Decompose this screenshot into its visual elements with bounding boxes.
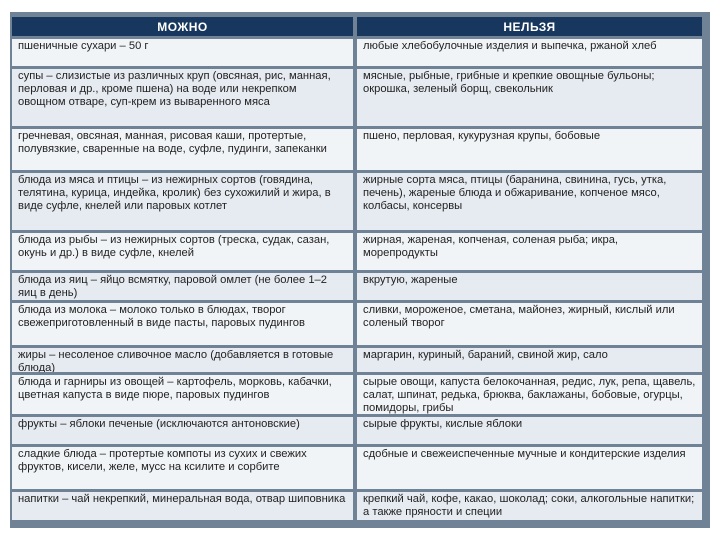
cell-forbidden-fish: жирная, жареная, копченая, соленая рыба; икра, морепродукты — [357, 233, 702, 270]
cell-forbidden-fats: маргарин, куриный, бараний, свиной жир, сало — [357, 348, 702, 372]
diet-table — [12, 17, 708, 524]
cell-forbidden-vegetables: сырые овощи, капуста белокочанная, редис, лук, репа, щавель, салат, шпинат, редька, брюква, баклажаны, бобовые, огурцы, помидоры, грибы — [357, 375, 702, 414]
header-allowed: МОЖНО — [12, 17, 353, 36]
cell-forbidden-meat: жирные сорта мяса, птицы (баранина, свинина, гусь, утка, печень), жареные блюда и обжаривание, копченое мясо, колбасы, консервы — [357, 173, 702, 230]
cell-allowed-sweets: сладкие блюда – протертые компоты из сухих и свежих фруктов, кисели, желе, мусс на ксилите и сорбите — [12, 447, 353, 489]
cell-allowed-drinks: напитки – чай некрепкий, минеральная вода, отвар шиповника — [12, 492, 353, 520]
cell-allowed-fats: жиры – несоленое сливочное масло (добавляется в готовые блюда) — [12, 348, 353, 372]
cell-allowed-meat: блюда из мяса и птицы – из нежирных сортов (говядина, телятина, курица, индейка, кролик) без сухожилий и жира, в виде суфле, кнелей или паровых котлет — [12, 173, 353, 230]
cell-forbidden-drinks: крепкий чай, кофе, какао, шоколад; соки, алкогольные напитки; а также пряности и специи — [357, 492, 702, 520]
cell-allowed-bread: пшеничные сухари – 50 г — [12, 39, 353, 66]
cell-forbidden-fruits: сырые фрукты, кислые яблоки — [357, 417, 702, 444]
header-forbidden: НЕЛЬЗЯ — [357, 17, 702, 36]
cell-allowed-cereals: гречневая, овсяная, манная, рисовая каши, протертые, полувязкие, сваренные на воде, суфле, пудинги, запеканки — [12, 129, 353, 170]
cell-allowed-fruits: фрукты – яблоки печеные (исключаются антоновские) — [12, 417, 353, 444]
cell-forbidden-bread: любые хлебобулочные изделия и выпечка, ржаной хлеб — [357, 39, 702, 66]
cell-forbidden-cereals: пшено, перловая, кукурузная крупы, бобовые — [357, 129, 702, 170]
cell-forbidden-eggs: вкрутую, жареные — [357, 273, 702, 300]
cell-forbidden-soups: мясные, рыбные, грибные и крепкие овощные бульоны; окрошка, зеленый борщ, свекольник — [357, 69, 702, 126]
cell-forbidden-milk: сливки, мороженое, сметана, майонез, жирный, кислый или соленый творог — [357, 303, 702, 345]
cell-allowed-eggs: блюда из яиц – яйцо всмятку, паровой омлет (не более 1–2 яиц в день) — [12, 273, 353, 300]
cell-allowed-fish: блюда из рыбы – из нежирных сортов (треска, судак, сазан, окунь и др.) в виде суфле, кнелей — [12, 233, 353, 270]
cell-allowed-milk: блюда из молока – молоко только в блюдах, творог свежеприготовленный в виде пасты, паровых пудингов — [12, 303, 353, 345]
cell-allowed-vegetables: блюда и гарниры из овощей – картофель, морковь, кабачки, цветная капуста в виде пюре, паровых пудингов — [12, 375, 353, 414]
cell-forbidden-sweets: сдобные и свежеиспеченные мучные и кондитерские изделия — [357, 447, 702, 489]
cell-allowed-soups: супы – слизистые из различных круп (овсяная, рис, манная, перловая и др., кроме пшена) на воде или некрепком овощном отваре, суп-крем из вываренного мяса — [12, 69, 353, 126]
